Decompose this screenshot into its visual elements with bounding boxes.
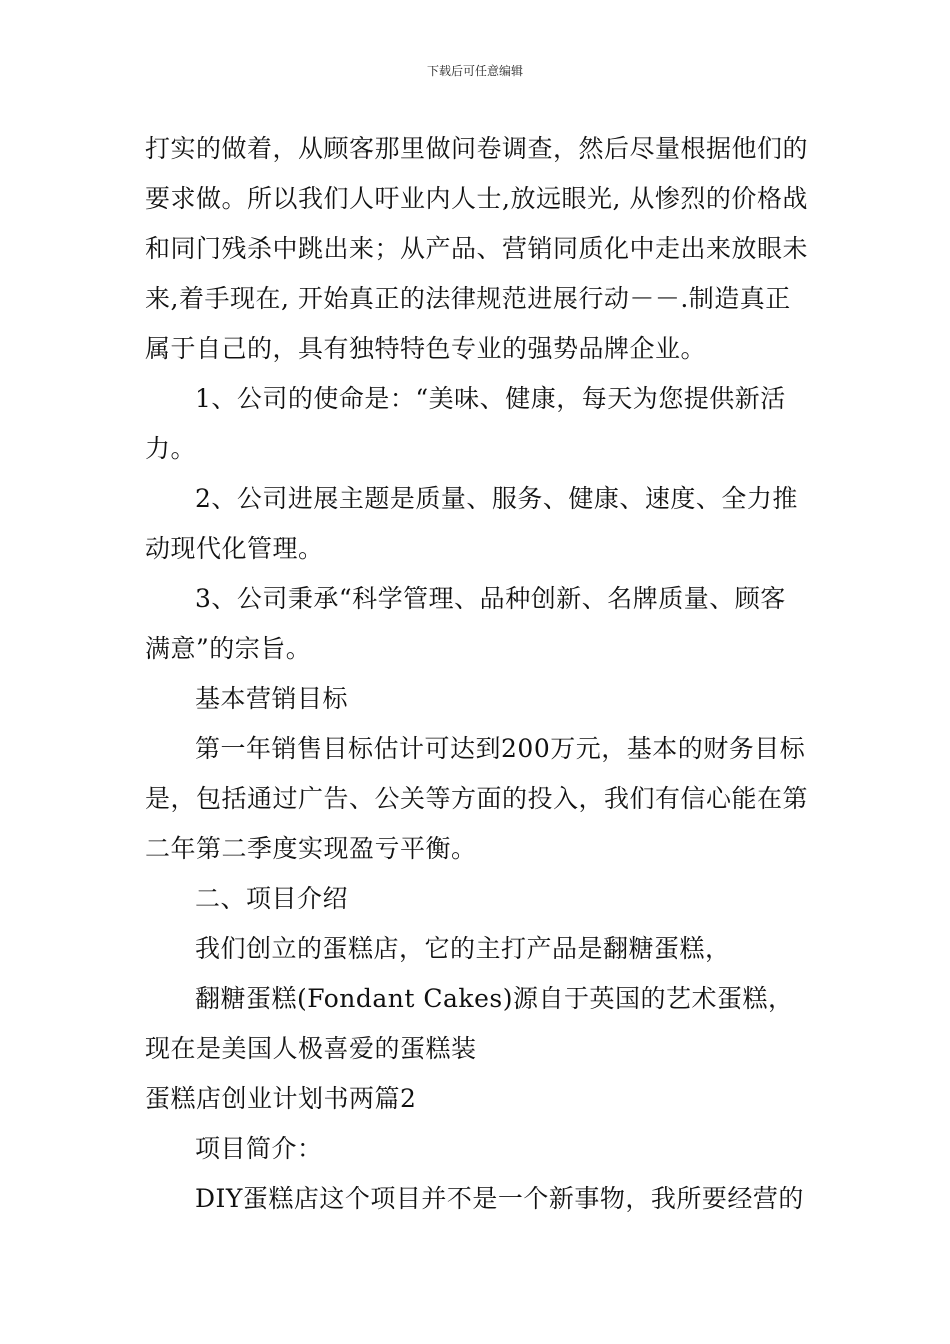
- paragraph-diy-shop: DIY蛋糕店这个项目并不是一个新事物，我所要经营的: [195, 1184, 804, 1213]
- paragraph-tenet: 3、公司秉承“科学管理、品种创新、名牌质量、顾客满意”的宗旨。: [145, 584, 786, 663]
- heading-project-summary: 项目简介：: [195, 1134, 323, 1163]
- paragraph-fondant-cakes: 翻糖蛋糕(Fondant Cakes)源自于英国的艺术蛋糕，现在是美国人极喜爱的蛋糕装: [145, 984, 794, 1063]
- page-header-note: 下载后可任意编辑: [426, 64, 523, 78]
- heading-section-title: 蛋糕店创业计划书两篇2: [145, 1084, 417, 1113]
- paragraph-mission: 1、公司的使命是：“美味、健康，每天为您提供新活力。: [145, 384, 786, 463]
- paragraph-shop-product: 我们创立的蛋糕店，它的主打产品是翻糖蛋糕，: [195, 934, 731, 963]
- paragraph-sales-target: 第一年销售目标估计可达到200万元，基本的财务目标是，包括通过广告、公关等方面的投入，我们有信心能在第二年第二季度实现盈亏平衡。: [145, 734, 809, 863]
- paragraph-theme: 2、公司进展主题是质量、服务、健康、速度、全力推动现代化管理。: [145, 484, 798, 563]
- heading-marketing-goals: 基本营销目标: [195, 684, 349, 713]
- document-body: [145, 124, 810, 1224]
- heading-project-intro: 二、项目介绍: [195, 884, 349, 913]
- paragraph-intro: 打实的做着，从顾客那里做问卷调查，然后尽量根据他们的要求做。所以我们人吁业内人士,放远眼光, 从惨烈的价格战和同门残杀中跳出来；从产品、营销同质化中走出来放眼未来,着手现在, 开始真正的法律规范进展行动－－.制造真正属于自己的，具有独特特色专业的强势品牌企业。: [145, 134, 809, 363]
